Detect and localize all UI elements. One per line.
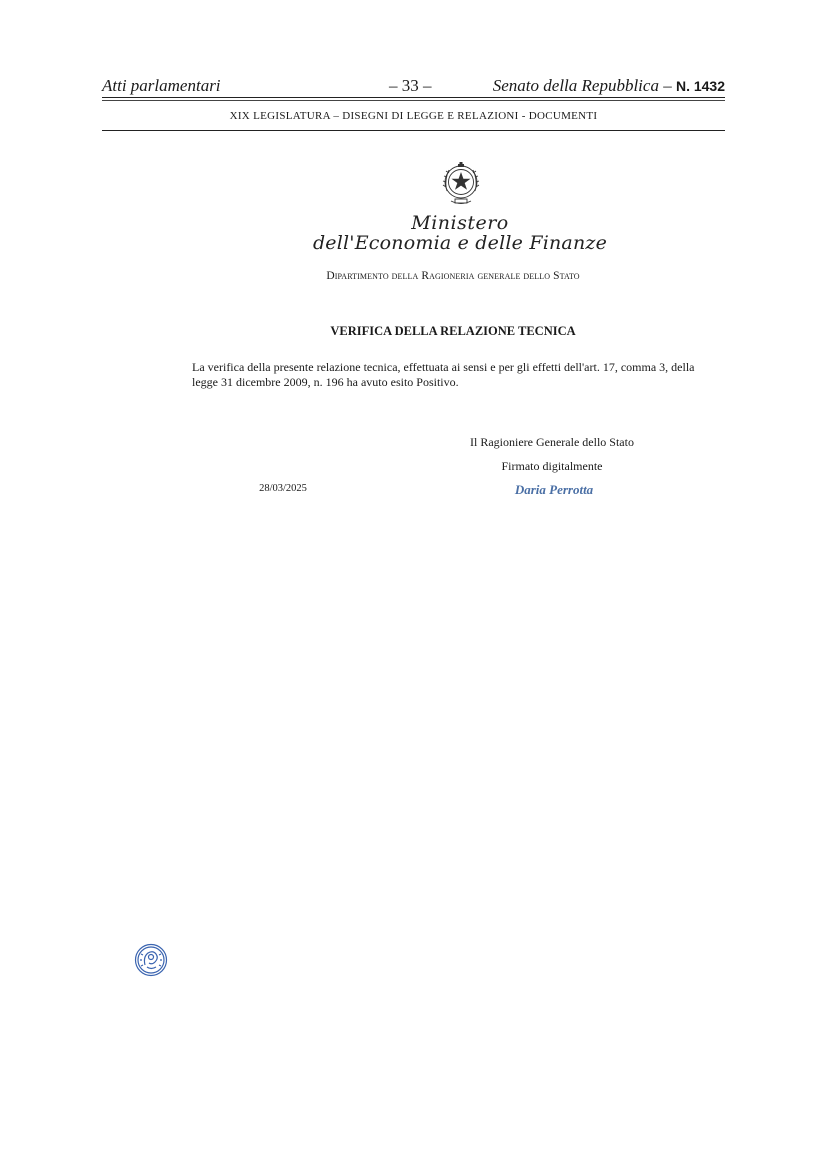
signatory-name: Daria Perrotta	[514, 482, 594, 497]
italian-republic-emblem-icon	[441, 161, 481, 207]
document-body: La verifica della presente relazione tecnica, effettuata ai sensi e per gli effetti dell'art. 17, comma 3, della legge 31 dicembre 2009, n. 196 ha avuto esito Positivo.	[192, 360, 695, 389]
header-dash: –	[658, 76, 676, 95]
document-number: N. 1432	[675, 78, 725, 94]
signature-date: 28/03/2025	[259, 483, 307, 494]
page-header	[102, 74, 725, 96]
senate-stamp-icon	[134, 943, 168, 977]
ministry-logotype	[300, 212, 620, 254]
header-rule-top-thin	[102, 100, 725, 101]
header-senate: Senato della Repubblica	[492, 76, 659, 95]
digital-signature-note: Firmato digitalmente	[501, 459, 603, 473]
document-title: VERIFICA DELLA RELAZIONE TECNICA	[330, 324, 576, 338]
header-subtitle: XIX LEGISLATURA – DISEGNI DI LEGGE E RELAZIONI - DOCUMENTI	[229, 110, 598, 122]
department-name: Dipartimento della Ragioneria generale dello Stato	[326, 270, 580, 282]
header-rule-top	[102, 97, 725, 98]
signatory-role: Il Ragioniere Generale dello Stato	[470, 435, 634, 449]
page-number: – 33 –	[389, 76, 432, 95]
ministry-name-line1: Ministero	[411, 212, 509, 234]
header-left: Atti parlamentari	[102, 76, 221, 95]
ministry-name-line2: dell'Economia e delle Finanze	[312, 232, 608, 254]
header-right	[493, 76, 725, 96]
header-rule-bottom	[102, 130, 725, 131]
